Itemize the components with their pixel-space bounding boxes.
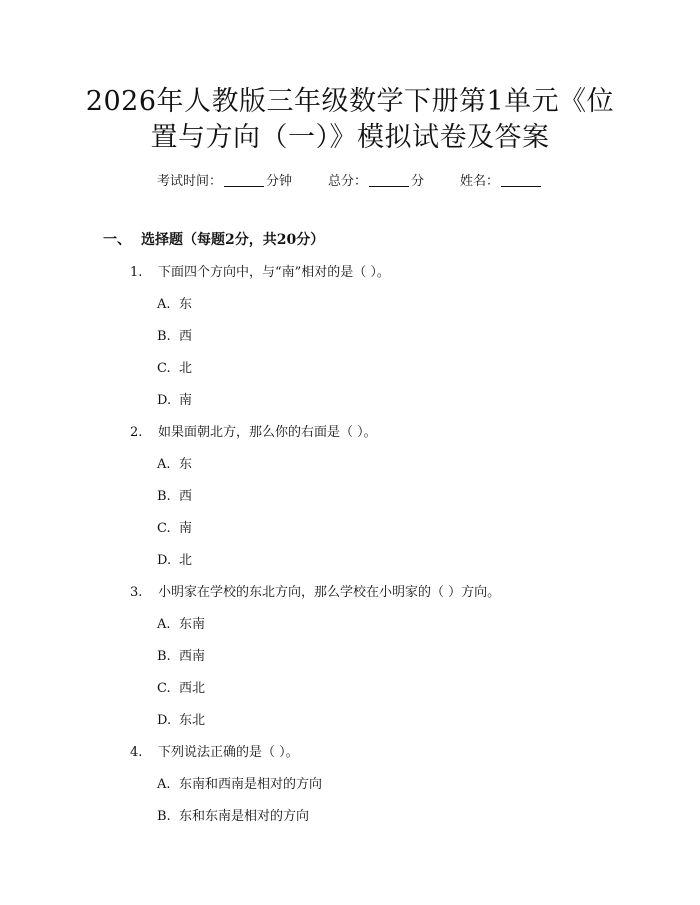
- question-item: [130, 581, 500, 600]
- answer-option: [157, 325, 192, 344]
- option-text: 东北: [179, 713, 206, 728]
- student-name-blank: [501, 173, 541, 187]
- section-number: 一、: [103, 232, 131, 248]
- total-score-blank: [369, 173, 409, 187]
- document-title-line-1: 2026年人教版三年级数学下册第1单元《位: [85, 86, 615, 117]
- answer-option: [157, 773, 322, 792]
- option-text: 南: [179, 393, 193, 408]
- answer-option: [157, 645, 205, 664]
- option-letter: A.: [157, 617, 171, 632]
- total-score-field: [328, 170, 424, 189]
- answer-option: [157, 453, 192, 472]
- exam-time-label: 考试时间：: [156, 174, 222, 189]
- option-letter: B.: [157, 489, 171, 504]
- exam-time-blank: [224, 173, 264, 187]
- option-letter: D.: [157, 393, 172, 408]
- option-text: 西: [179, 329, 193, 344]
- answer-option: [157, 677, 205, 696]
- option-letter: A.: [157, 777, 171, 792]
- option-text: 西北: [179, 681, 206, 696]
- option-text: 东: [179, 297, 193, 312]
- option-letter: B.: [157, 649, 171, 664]
- answer-option: [157, 709, 205, 728]
- option-text: 东和东南是相对的方向: [179, 809, 310, 824]
- exam-info-row: [0, 170, 700, 189]
- option-letter: B.: [157, 329, 171, 344]
- option-text: 北: [179, 361, 193, 376]
- option-letter: B.: [157, 809, 171, 824]
- question-number: 2.: [130, 425, 143, 440]
- question-number: 3.: [130, 585, 143, 600]
- question-text: 下面四个方向中，与“南”相对的是（ ）。: [158, 265, 390, 280]
- section-title: 选择题（每题2分，共20分）: [141, 232, 325, 248]
- question-text: 下列说法正确的是（ ）。: [158, 745, 299, 760]
- student-name-label: 姓名：: [460, 174, 500, 189]
- answer-option: [157, 613, 205, 632]
- option-letter: D.: [157, 713, 172, 728]
- answer-option: [157, 549, 192, 568]
- answer-option: [157, 389, 192, 408]
- question-item: [130, 741, 299, 760]
- question-item: [130, 421, 377, 440]
- answer-option: [157, 517, 192, 536]
- option-text: 南: [179, 521, 193, 536]
- option-text: 北: [179, 553, 193, 568]
- student-name-field: [460, 170, 543, 189]
- option-text: 东南和西南是相对的方向: [179, 777, 323, 792]
- exam-time-field: [157, 170, 292, 189]
- option-text: 西: [179, 489, 193, 504]
- option-letter: A.: [157, 297, 171, 312]
- question-text: 小明家在学校的东北方向，那么学校在小明家的（ ）方向。: [158, 585, 501, 600]
- total-score-unit: 分: [411, 174, 425, 189]
- option-letter: C.: [157, 681, 171, 696]
- option-letter: C.: [157, 521, 171, 536]
- answer-option: [157, 357, 192, 376]
- option-text: 西南: [179, 649, 206, 664]
- answer-option: [157, 485, 192, 504]
- option-letter: A.: [157, 457, 171, 472]
- question-number: 1.: [130, 265, 143, 280]
- option-letter: C.: [157, 361, 171, 376]
- exam-time-unit: 分钟: [265, 174, 292, 189]
- answer-option: [157, 805, 309, 824]
- document-title-line-2: 置与方向（一）》模拟试卷及答案: [150, 122, 550, 153]
- option-letter: D.: [157, 553, 172, 568]
- option-text: 东: [179, 457, 193, 472]
- option-text: 东南: [179, 617, 206, 632]
- question-number: 4.: [130, 745, 143, 760]
- section-heading: [103, 229, 324, 249]
- total-score-label: 总分：: [327, 174, 367, 189]
- question-text: 如果面朝北方，那么你的右面是（ ）。: [158, 425, 377, 440]
- answer-option: [157, 293, 192, 312]
- question-item: [130, 261, 390, 280]
